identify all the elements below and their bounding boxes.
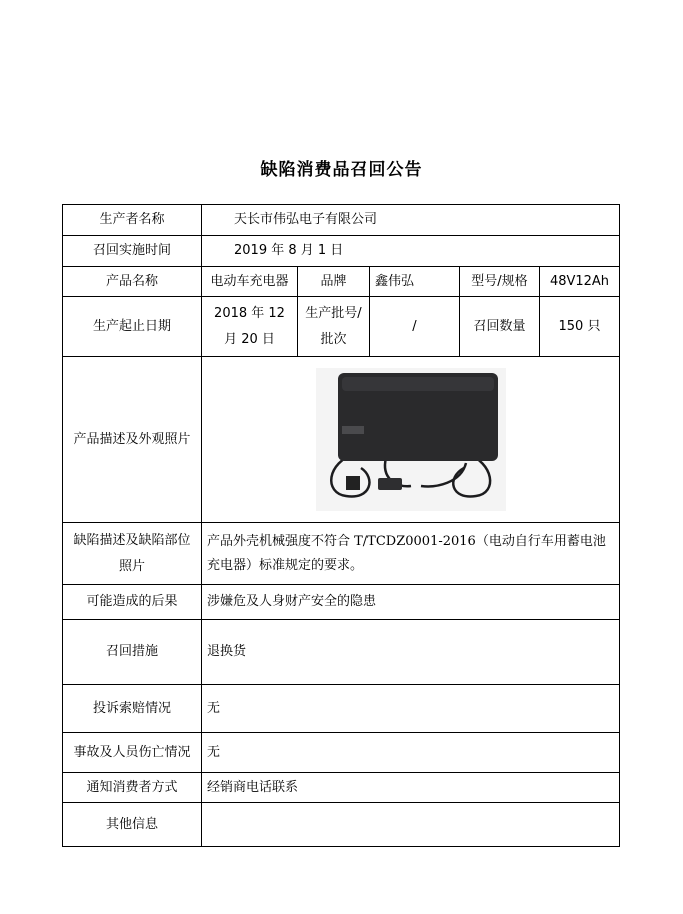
brand-label: 品牌: [298, 267, 370, 297]
production-row: [63, 297, 620, 357]
defect-value: 产品外壳机械强度不符合 T/TCDZ0001-2016（电动自行车用蓄电池充电器）标准规定的要求。: [202, 523, 620, 585]
quantity-label: 召回数量: [460, 297, 540, 357]
accident-value: 无: [202, 733, 620, 773]
charger-photo: [316, 368, 506, 511]
other-label: 其他信息: [63, 803, 202, 847]
other-value: [202, 803, 620, 847]
recall-time-value: 2019 年 8 月 1 日: [202, 236, 620, 267]
measure-row: [63, 620, 620, 685]
production-period-label: 生产起止日期: [63, 297, 202, 357]
notification-row: [63, 773, 620, 803]
batch-label: 生产批号/批次: [298, 297, 370, 357]
complaint-label: 投诉索赔情况: [63, 685, 202, 733]
recall-table: [62, 204, 620, 847]
description-label: 产品描述及外观照片: [63, 357, 202, 523]
product-row: [63, 267, 620, 297]
manufacturer-row: [63, 205, 620, 236]
product-name-label: 产品名称: [63, 267, 202, 297]
consequence-row: [63, 585, 620, 620]
product-name-value: 电动车充电器: [202, 267, 298, 297]
page-title: 缺陷消费品召回公告: [260, 160, 423, 180]
description-row: [63, 357, 620, 523]
brand-value: 鑫伟弘: [370, 267, 460, 297]
product-photo-cell: [202, 357, 620, 523]
notification-value: 经销商电话联系: [202, 773, 620, 803]
accident-label: 事故及人员伤亡情况: [63, 733, 202, 773]
measure-value: 退换货: [202, 620, 620, 685]
batch-value: /: [370, 297, 460, 357]
other-row: [63, 803, 620, 847]
consequence-label: 可能造成的后果: [63, 585, 202, 620]
consequence-value: 涉嫌危及人身财产安全的隐患: [202, 585, 620, 620]
accident-row: [63, 733, 620, 773]
production-period-value: 2018 年 12 月 20 日: [202, 297, 298, 357]
model-label: 型号/规格: [460, 267, 540, 297]
manufacturer-label: 生产者名称: [63, 205, 202, 236]
complaint-value: 无: [202, 685, 620, 733]
measure-label: 召回措施: [63, 620, 202, 685]
defect-label: 缺陷描述及缺陷部位照片: [63, 523, 202, 585]
recall-time-row: [63, 236, 620, 267]
recall-time-label: 召回实施时间: [63, 236, 202, 267]
notification-label: 通知消费者方式: [63, 773, 202, 803]
manufacturer-value: 天长市伟弘电子有限公司: [202, 205, 620, 236]
quantity-value: 150 只: [540, 297, 620, 357]
complaint-row: [63, 685, 620, 733]
defect-row: [63, 523, 620, 585]
model-value: 48V12Ah: [540, 267, 620, 297]
